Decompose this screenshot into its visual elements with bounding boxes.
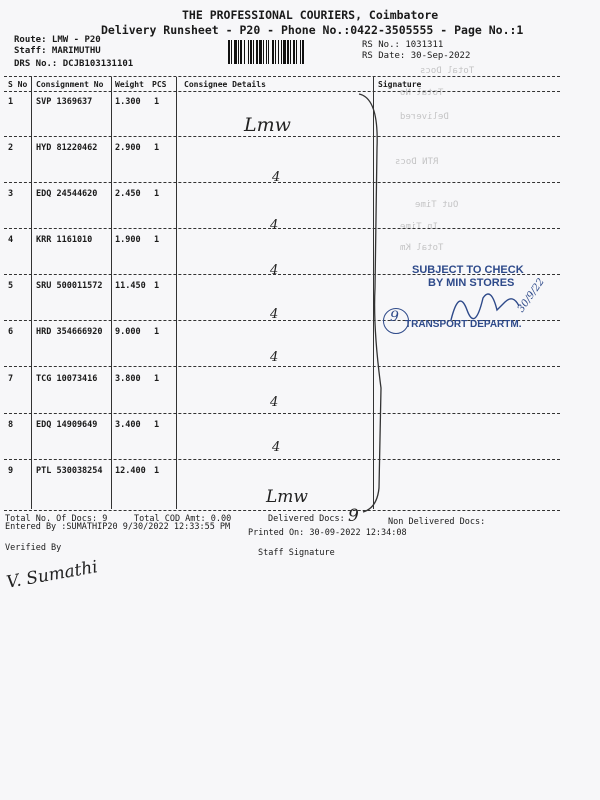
row-consignment: PTL 530038254: [36, 466, 103, 476]
row-consignment: KRR 1161010: [36, 235, 93, 245]
stamp-signature-icon: [445, 280, 525, 330]
stamp-line-1: SUBJECT TO CHECK: [412, 264, 524, 276]
row-rule: [4, 136, 560, 137]
row-consignment: SRU 500011572: [36, 281, 103, 291]
row-consignment: SVP 1369637: [36, 97, 93, 107]
verified-by: Verified By: [5, 543, 62, 553]
rs-number: RS No.: 1031311: [362, 40, 444, 50]
row-rule: [4, 228, 560, 229]
row-rule: [4, 459, 560, 460]
row-pcs: 1: [154, 97, 160, 107]
stamp-line-3: TRANSPORT DEPARTM.: [405, 319, 522, 330]
col-consignment: Consignment No: [36, 80, 104, 89]
non-delivered-docs: Non Delivered Docs:: [388, 517, 486, 527]
column-divider: [31, 77, 32, 509]
row-consignment: EDQ 24544620: [36, 189, 98, 199]
row-sno: 8: [8, 420, 14, 430]
stamp-line-2: BY MIN STORES: [428, 277, 515, 289]
row-weight: 3.800: [115, 374, 141, 384]
row-sno: 2: [8, 143, 14, 153]
row-consignment: EDQ 14909649: [36, 420, 98, 430]
row-weight: 9.000: [115, 327, 141, 337]
total-docs: Total No. Of Docs: 9: [5, 514, 108, 524]
bleed-through-text: Total Km: [400, 243, 444, 253]
row-consignment: HYD 81220462: [36, 143, 98, 153]
handwritten-lmw: Lmw: [266, 487, 308, 507]
rs-date: RS Date: 30-Sep-2022: [362, 51, 471, 61]
entered-by: Entered By :SUMATHIP20 9/30/2022 12:33:55 PM: [5, 522, 231, 532]
row-consignment: TCG 10073416: [36, 374, 98, 384]
row-sno: 4: [8, 235, 14, 245]
row-pcs: 1: [154, 420, 160, 430]
bleed-through-text: Out Time: [415, 200, 459, 210]
col-pcs: PCS: [152, 80, 167, 89]
staff-signature: Staff Signature: [258, 548, 335, 558]
ditto-mark: 4: [270, 395, 279, 410]
bleed-through-text: RTN Docs: [395, 157, 439, 167]
ditto-mark: 4: [270, 307, 279, 322]
row-pcs: 1: [154, 466, 160, 476]
ditto-mark: 4: [270, 218, 279, 233]
delivered-docs-label: Delivered Docs:: [268, 514, 345, 524]
handwritten-lmw: Lmw: [244, 114, 291, 136]
row-pcs: 1: [154, 327, 160, 337]
total-cod: Total COD Amt: 0.00: [134, 514, 232, 524]
row-sno: 5: [8, 281, 14, 291]
row-rule: [4, 366, 560, 367]
row-weight: 12.400: [115, 466, 146, 476]
row-sno: 9: [8, 466, 14, 476]
col-signature: Signature: [378, 80, 422, 89]
row-rule: [4, 182, 560, 183]
runsheet-title: Delivery Runsheet - P20 - Phone No.:0422-3505555 - Page No.:1: [101, 23, 524, 37]
row-weight: 1.300: [115, 97, 141, 107]
ditto-mark: 4: [270, 263, 279, 278]
staff: Staff: MARIMUTHU: [14, 46, 101, 56]
barcode: [228, 40, 350, 64]
row-weight: 2.450: [115, 189, 141, 199]
col-sno: S No: [8, 80, 28, 89]
table-top-rule: [4, 76, 560, 77]
row-sno: 3: [8, 189, 14, 199]
row-pcs: 1: [154, 281, 160, 291]
row-sno: 1: [8, 97, 14, 107]
column-divider: [176, 77, 177, 509]
drs-number: DRS No.: DCJB103131101: [14, 59, 134, 69]
row-weight: 2.900: [115, 143, 141, 153]
row-pcs: 1: [154, 143, 160, 153]
bleed-through-text: Total No: [400, 88, 444, 98]
delivered-docs-count: 9: [348, 506, 359, 526]
row-consignment: HRD 354666920: [36, 327, 103, 337]
row-sno: 6: [8, 327, 14, 337]
signature-bracket-icon: [355, 88, 395, 518]
row-pcs: 1: [154, 235, 160, 245]
company-name: THE PROFESSIONAL COURIERS, Coimbatore: [182, 8, 439, 22]
route: Route: LMW - P20: [14, 35, 101, 45]
row-rule: [4, 413, 560, 414]
row-weight: 3.400: [115, 420, 141, 430]
col-consignee: Consignee Details: [184, 80, 266, 89]
stamp-date: 30/9/22: [515, 276, 547, 315]
ditto-mark: 4: [272, 440, 281, 455]
table-bottom-rule: [4, 510, 560, 511]
ditto-mark: 4: [272, 170, 281, 185]
row-weight: 11.450: [115, 281, 146, 291]
col-weight: Weight: [115, 80, 144, 89]
column-divider: [111, 77, 112, 509]
bleed-through-text: Total Docs: [420, 66, 475, 76]
row-sno: 7: [8, 374, 14, 384]
printed-on: Printed On: 30-09-2022 12:34:08: [248, 528, 407, 538]
row-weight: 1.900: [115, 235, 141, 245]
header-rule: [4, 91, 560, 92]
bleed-through-text: Delivered: [400, 112, 449, 122]
verifier-signature: V. Sumathi: [4, 557, 100, 593]
row-pcs: 1: [154, 374, 160, 384]
ditto-mark: 4: [270, 350, 279, 365]
bleed-through-text: In Time: [400, 222, 438, 232]
row-pcs: 1: [154, 189, 160, 199]
stamp-circle-number: 9: [390, 309, 399, 325]
